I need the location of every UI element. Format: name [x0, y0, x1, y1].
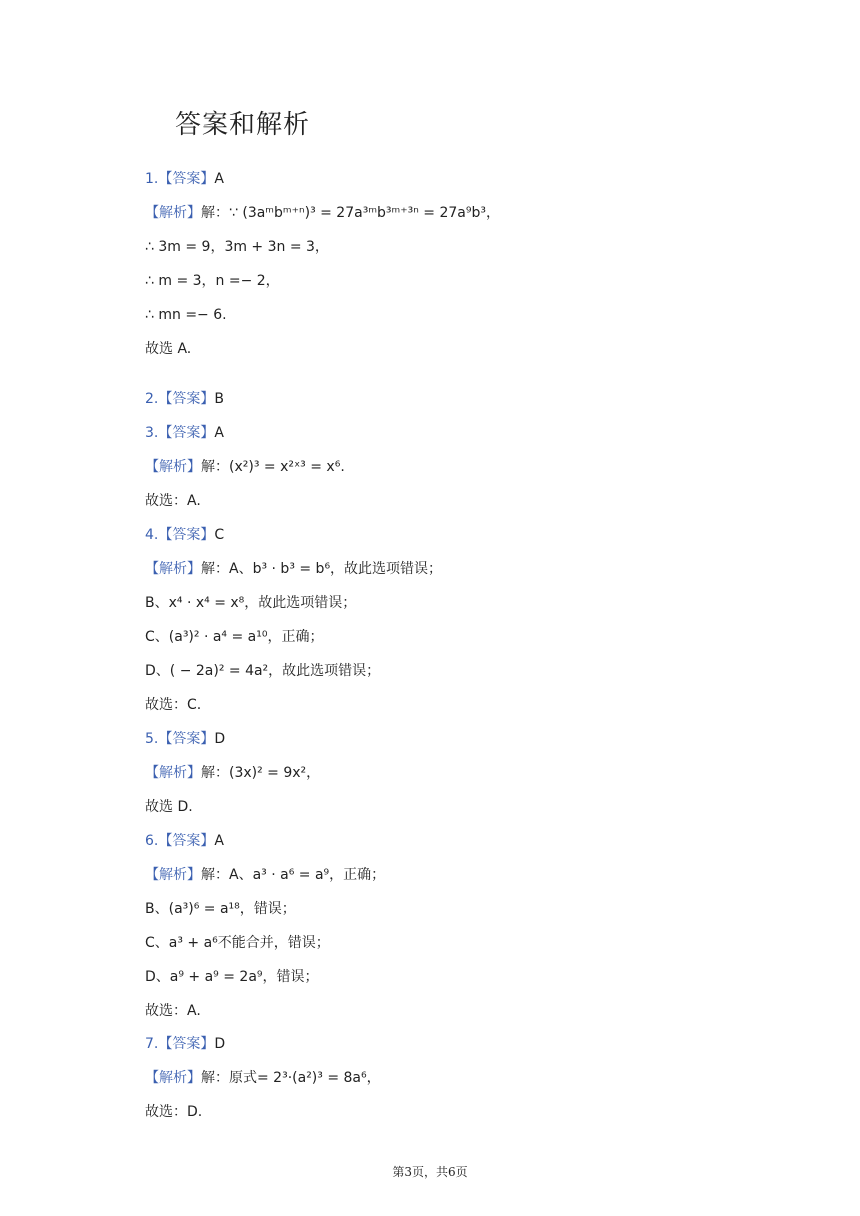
answer-tag: 【解析】: [145, 1070, 201, 1086]
answer-line: [145, 900, 296, 918]
answer-tag: 【解析】: [145, 459, 201, 475]
page-title: 答案和解析: [175, 110, 311, 140]
answer-line: [145, 238, 329, 256]
answer-text: 解：A、b³ · b³ = b⁶，故此选项错误；: [201, 561, 443, 577]
answer-text: D: [214, 731, 226, 747]
answer-text: 解：(3x)² = 9x²，: [201, 765, 321, 781]
answer-text: ∴ mn =− 6.: [145, 307, 227, 323]
answer-tag: 【解析】: [145, 205, 201, 221]
answer-line: [145, 306, 227, 324]
answer-tag: 1.【答案】: [145, 171, 215, 187]
answer-text: B、(a³)⁶ = a¹⁸，错误；: [145, 901, 296, 917]
answer-line: [145, 1002, 201, 1020]
answer-text: C: [214, 527, 225, 543]
answer-line: [145, 798, 193, 816]
answer-tag: 5.【答案】: [145, 731, 215, 747]
answer-line: [145, 764, 320, 782]
answer-text: C、a³ + a⁶不能合并，错误；: [145, 935, 330, 951]
answer-tag: 【解析】: [145, 867, 201, 883]
answer-text: 故选：D.: [145, 1104, 203, 1120]
answer-text: A: [214, 833, 224, 849]
answer-text: A: [214, 425, 224, 441]
answer-text: 故选 D.: [145, 799, 193, 815]
answer-text: 解：∵ (3aᵐbᵐ⁺ⁿ)³ = 27a³ᵐb³ᵐ⁺³ⁿ = 27a⁹b³，: [201, 205, 500, 221]
answer-text: B、x⁴ · x⁴ = x⁸，故此选项错误；: [145, 595, 357, 611]
answer-tag: 4.【答案】: [145, 527, 215, 543]
answer-line: [145, 1069, 381, 1087]
answer-line: [145, 1103, 202, 1121]
answer-line: [145, 832, 224, 850]
answer-tag: 6.【答案】: [145, 833, 215, 849]
answer-line: [145, 560, 442, 578]
answer-line: [145, 424, 224, 442]
answer-text: D、( − 2a)² = 4a²，故此选项错误；: [145, 663, 381, 679]
answer-line: [145, 1035, 225, 1053]
answer-line: [145, 628, 323, 646]
answer-text: 解：A、a³ · a⁶ = a⁹，正确；: [201, 867, 386, 883]
answer-text: C、(a³)² · a⁴ = a¹⁰，正确；: [145, 629, 324, 645]
answer-text: 故选 A.: [145, 341, 192, 357]
answer-text: ∴ 3m = 9，3m + 3n = 3，: [145, 239, 329, 255]
answer-line: [145, 934, 330, 952]
answer-text: 故选：A.: [145, 493, 201, 509]
answer-text: D: [214, 1036, 226, 1052]
answer-text: B: [214, 391, 224, 407]
answer-line: [145, 866, 385, 884]
answer-line: [145, 594, 356, 612]
answer-text: 解：原式= 2³·(a²)³ = 8a⁶，: [201, 1070, 381, 1086]
answer-line: [145, 170, 224, 188]
answer-text: A: [214, 171, 224, 187]
answer-line: [145, 526, 224, 544]
answer-tag: 【解析】: [145, 765, 201, 781]
answer-text: D、a⁹ + a⁹ = 2a⁹，错误；: [145, 969, 319, 985]
answer-line: [145, 458, 345, 476]
answer-line: [145, 204, 500, 222]
answer-tag: 7.【答案】: [145, 1036, 215, 1052]
page-footer: 第3页，共6页: [392, 1165, 468, 1179]
answer-text: 故选：C.: [145, 697, 202, 713]
answer-tag: 3.【答案】: [145, 425, 215, 441]
answer-line: [145, 340, 191, 358]
answer-tag: 2.【答案】: [145, 391, 215, 407]
answer-tag: 【解析】: [145, 561, 201, 577]
answer-line: [145, 390, 224, 408]
answer-line: [145, 696, 201, 714]
answer-line: [145, 492, 201, 510]
answer-line: [145, 662, 380, 680]
answer-text: 故选：A.: [145, 1003, 201, 1019]
answer-line: [145, 968, 319, 986]
answer-text: ∴ m = 3，n =− 2，: [145, 273, 280, 289]
answer-line: [145, 272, 280, 290]
answer-text: 解：(x²)³ = x²ˣ³ = x⁶.: [201, 459, 345, 475]
answer-line: [145, 730, 225, 748]
